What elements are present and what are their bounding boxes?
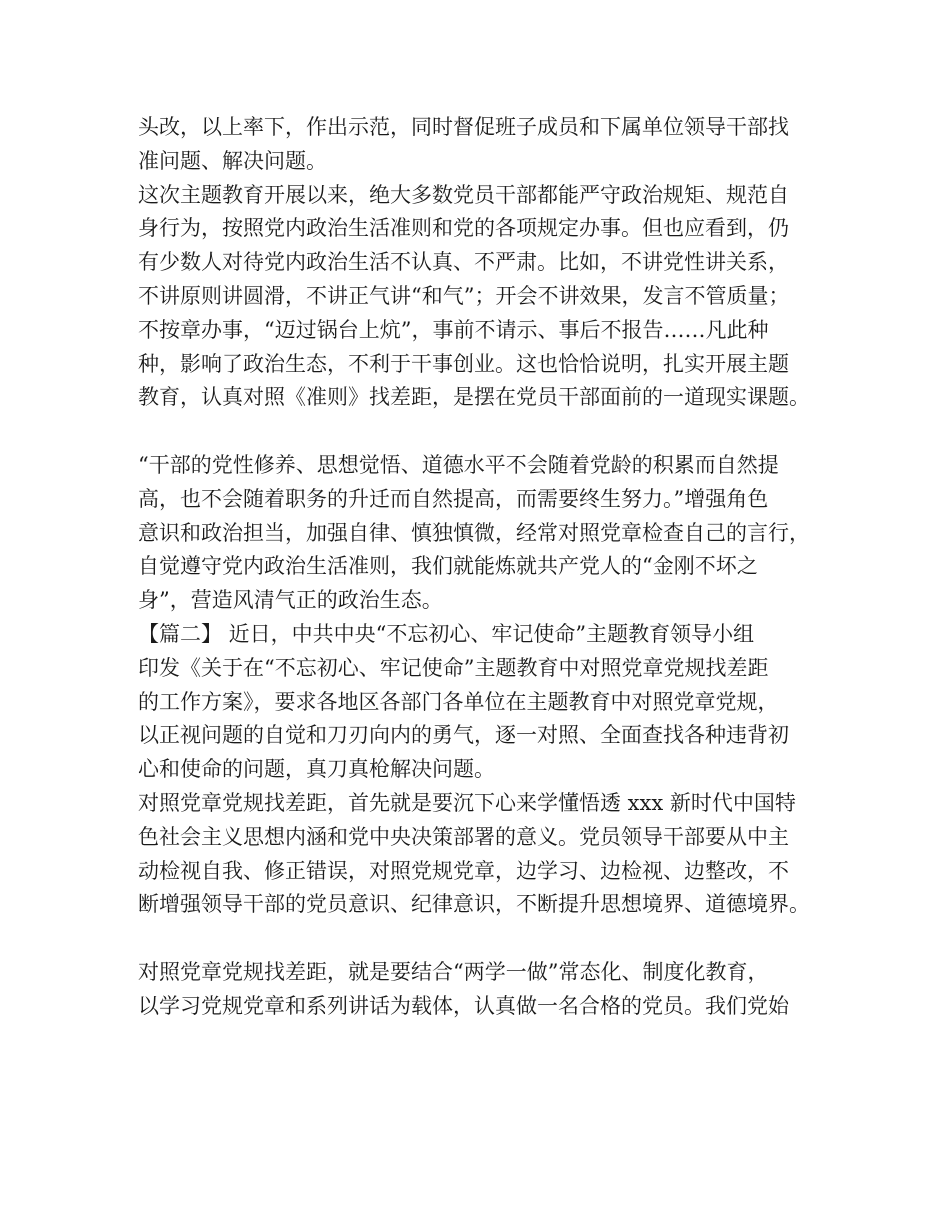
- text-line: 不按章办事，“迈过锅台上炕”，事前不请示、事后不报告……凡此种: [138, 317, 769, 342]
- text-line: 以学习党规党章和系列讲话为载体，认真做一名合格的党员。我们党始: [138, 993, 789, 1018]
- text-line: 不讲原则讲圆滑，不讲正气讲“和气”；开会不讲效果，发言不管质量；: [138, 283, 790, 308]
- text-line: 色社会主义思想内涵和党中央决策部署的意义。党员领导干部要从中主: [138, 824, 789, 849]
- text-line: 意识和政治担当，加强自律、慎独慎微，经常对照党章检查自己的言行，: [138, 520, 810, 545]
- text-line: 自觉遵守党内政治生活准则，我们就能炼就共产党人的“金刚不坏之: [138, 554, 758, 579]
- text-line: 动检视自我、修正错误，对照党规党章，边学习、边检视、边整改，不: [138, 858, 789, 883]
- text-line: 对照党章党规找差距，就是要结合“两学一做”常态化、制度化教育，: [138, 959, 769, 984]
- text-line: “干部的党性修养、思想觉悟、道德水平不会随着党龄的积累而自然提: [138, 452, 779, 477]
- text-line: 准问题、解决问题。: [138, 148, 327, 173]
- text-line: 身行为，按照党内政治生活准则和党的各项规定办事。但也应看到，仍: [138, 216, 789, 241]
- text-line: 的工作方案》，要求各地区各部门各单位在主题教育中对照党章党规，: [138, 689, 779, 714]
- text-line: 这次主题教育开展以来，绝大多数党员干部都能严守政治规矩、规范自: [138, 182, 789, 207]
- text-line: 印发《关于在“不忘初心、牢记使命”主题教育中对照党章党规找差距: [138, 655, 769, 680]
- text-line: 断增强领导干部的党员意识、纪律意识，不断提升思想境界、道德境界。: [138, 892, 810, 917]
- text-line: 有少数人对待党内政治生活不认真、不严肃。比如，不讲党性讲关系，: [138, 250, 789, 275]
- text-line: 以正视问题的自觉和刀刃向内的勇气，逐一对照、全面查找各种违背初: [138, 723, 789, 748]
- text-line: 心和使命的问题，真刀真枪解决问题。: [138, 757, 495, 782]
- text-line: 高，也不会随着职务的升迁而自然提高，而需要终生努力。”增强角色: [138, 486, 769, 511]
- document-body: [138, 111, 838, 1024]
- text-line: 头改，以上率下，作出示范，同时督促班子成员和下属单位领导干部找: [138, 115, 789, 139]
- text-line: 教育，认真对照《准则》找差距，是摆在党员干部面前的一道现实课题。: [138, 385, 810, 410]
- text-line: 身”，营造风清气正的政治生态。: [138, 588, 443, 613]
- text-line: 【篇二】 近日，中共中央“不忘初心、牢记使命”主题教育领导小组: [138, 621, 755, 646]
- text-line: 种，影响了政治生态，不利于干事创业。这也恰恰说明，扎实开展主题: [138, 351, 789, 376]
- text-line: 对照党章党规找差距，首先就是要沉下心来学懂悟透 xxx 新时代中国特: [138, 790, 796, 815]
